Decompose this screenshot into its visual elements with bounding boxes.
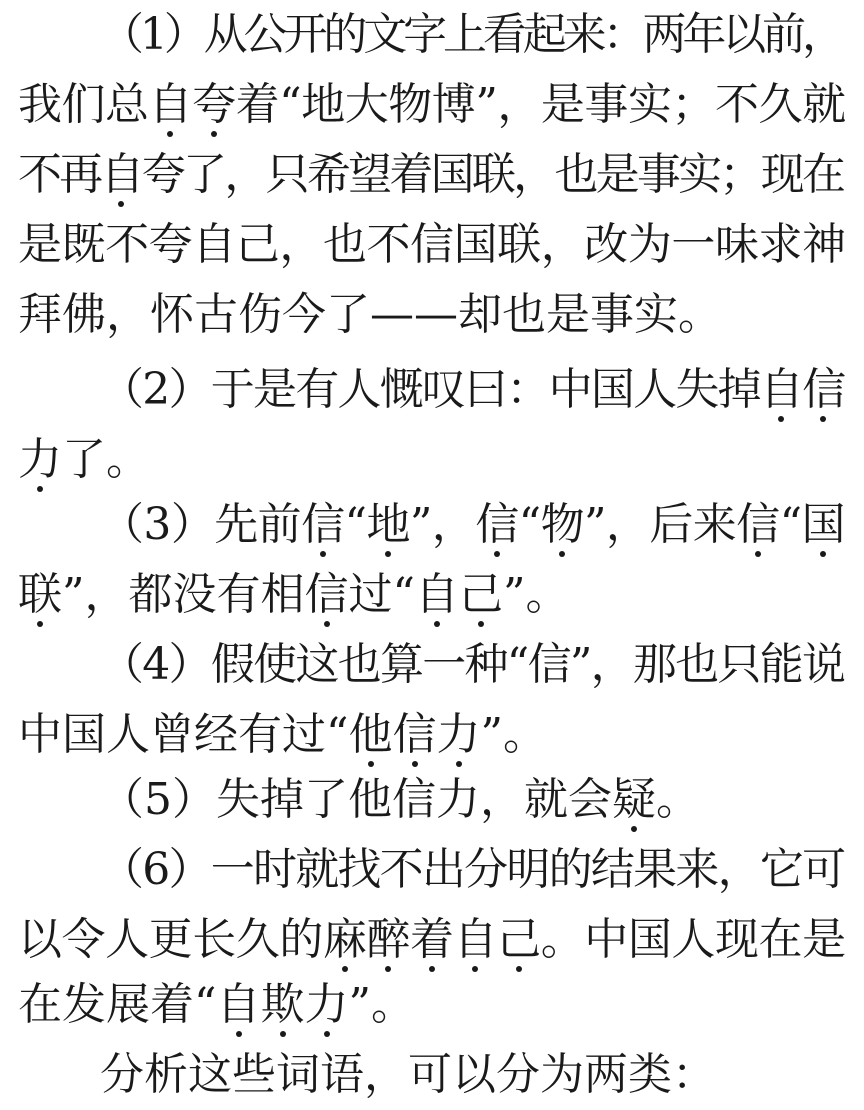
text-segment: 分析这些词语，可以分为两类： <box>100 1049 716 1100</box>
text-line <box>100 765 700 835</box>
text-segment: ”。 <box>503 569 570 620</box>
text-line <box>18 140 843 210</box>
emphasized-text: 地 <box>366 490 409 560</box>
text-segment: 是既不夸自己，也不信国联，改为一味求神 <box>18 219 846 270</box>
text-segment: 拜佛，怀古伤今了——却也是事实。 <box>18 289 722 340</box>
text-line <box>18 425 150 495</box>
emphasized-text: 信 <box>305 560 349 630</box>
text-line <box>100 355 844 425</box>
text-segment: （6）一时就找不出分明的结果来，它可 <box>100 844 845 895</box>
text-line <box>18 970 415 1040</box>
emphasized-text: 他信力 <box>349 700 481 770</box>
text-segment: ”，都没有相 <box>62 569 305 620</box>
text-line <box>18 560 570 630</box>
text-segment: 中国人曾经有过“ <box>18 709 349 760</box>
text-segment: （2）于是有人慨叹曰：中国人失掉 <box>100 364 760 415</box>
text-segment: 。 <box>656 774 700 825</box>
emphasized-text: 联 <box>18 560 62 630</box>
text-segment: 过“ <box>348 569 415 620</box>
emphasized-text: 自信 <box>760 355 845 425</box>
text-segment: ”，后来 <box>583 499 737 550</box>
text-line <box>100 490 845 560</box>
text-line <box>100 0 842 70</box>
text-line <box>18 280 722 350</box>
text-segment: “ <box>518 499 541 550</box>
text-segment: 我们总 <box>18 79 149 130</box>
emphasized-text: 力 <box>18 425 62 495</box>
text-segment: 了。 <box>62 434 150 485</box>
emphasized-text: 物 <box>541 490 584 560</box>
emphasized-text: 自夸 <box>149 70 236 140</box>
text-line <box>100 835 844 905</box>
text-line <box>18 70 846 140</box>
text-segment: 不再 <box>18 149 101 200</box>
emphasized-text: 疑 <box>612 765 656 835</box>
text-segment: ”。 <box>480 709 547 760</box>
text-segment: 以令人更长久的 <box>18 914 323 965</box>
text-segment: ”。 <box>348 979 415 1030</box>
emphasized-text: 信 <box>736 490 779 560</box>
emphasized-text: 国 <box>802 490 845 560</box>
text-segment: “ <box>344 499 367 550</box>
text-line <box>18 210 846 280</box>
text-line <box>100 630 844 700</box>
emphasized-text: 自 <box>101 140 142 210</box>
text-line <box>100 1040 716 1110</box>
text-segment: 着“地大物博”，是事实；不久就 <box>235 79 846 130</box>
text-segment: （5）失掉了他信力，就会 <box>100 774 612 825</box>
emphasized-text: 信 <box>301 490 344 560</box>
text-segment: “ <box>779 499 802 550</box>
text-segment: ”， <box>409 499 476 550</box>
text-segment: 在发展着“ <box>18 979 217 1030</box>
text-segment: （1）从公开的文字上看起来：两年以前， <box>100 9 842 60</box>
emphasized-text: 自欺力 <box>217 970 349 1040</box>
text-segment: 。中国人现在是 <box>540 914 846 965</box>
text-segment: （4）假使这也算一种“信”，那也只能说 <box>100 639 845 690</box>
text-segment: 夸了，只希望着国联，也是事实；现在 <box>141 149 844 200</box>
text-line <box>18 905 846 975</box>
emphasized-text: 麻醉着自己 <box>323 905 541 975</box>
emphasized-text: 自己 <box>415 560 503 630</box>
text-line <box>18 700 547 770</box>
text-segment: （3）先前 <box>100 499 302 550</box>
emphasized-text: 信 <box>475 490 518 560</box>
